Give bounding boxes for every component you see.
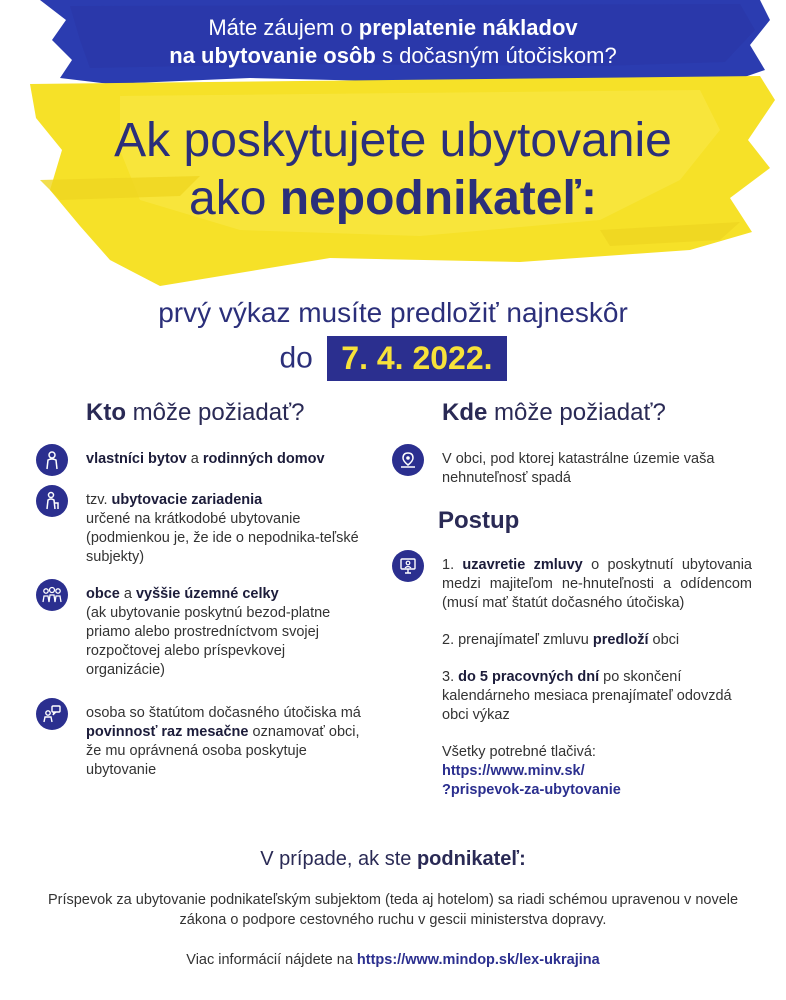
deadline-date-row (0, 336, 786, 381)
who-title: Kto môže požiadať? (86, 399, 305, 426)
top-question: Máte záujem o preplatenie nákladov na ubytovanie osôb s dočasným útočiskom? (169, 15, 617, 68)
forms-link[interactable]: https://www.minv.sk/ ?prispevok-za-ubytovanie (442, 763, 621, 798)
where-to-apply-section (392, 398, 752, 800)
main-headline: Ak poskytujete ubytovanie ako nepodnikateľ: (114, 114, 672, 225)
who-item-refugee-duty: osoba so štatútom dočasného útočiska má povinnosť raz mesačne oznamovať obci, že mu oprávnená osoba poskytuje ubytovanie (36, 704, 366, 780)
entrepreneur-heading: V prípade, ak ste podnikateľ: (260, 848, 526, 870)
who-item-accommodation: tzv. ubytovacie zariadenia určené na krátkodobé ubytovanie (podmienkou je, že ide o nepodnika-teľské subjekty) (36, 491, 366, 567)
step-2: 2. prenajímateľ zmluvu predloží obci (442, 632, 680, 648)
who-item-owners: vlastníci bytov a rodinných domov (36, 450, 366, 469)
location-icon (392, 444, 424, 476)
forms-info: Všetky potrebné tlačivá: https://www.minv.sk/ ?prispevok-za-ubytovanie (442, 744, 621, 798)
who-item-municipalities: obce a vyššie územné celky (ak ubytovanie poskytnú bezod-platne priamo alebo prostredníctvom svojej rozpočtovej alebo príspevkovej organizácie) (36, 585, 366, 680)
steps-title: Postup (438, 507, 520, 534)
who-can-apply-section (36, 398, 366, 780)
deadline-date-badge: 7. 4. 2022. (327, 336, 506, 381)
step-3: 3. do 5 pracovných dní po skončení kalendárneho mesiaca prenajímateľ odovzdá obci výkaz (442, 669, 732, 723)
deadline-text: prvý výkaz musíte predložiť najneskôr (158, 297, 628, 328)
where-municipality-text: V obci, pod ktorej katastrálne územie vaša nehnuteľnosť spadá (392, 450, 752, 488)
step-1: 1. uzavretie zmluvy o poskytnutí ubytovania medzi majiteľom ne-hnuteľnosti a odídencom (musí mať štatút dočasného útočiska) (392, 556, 752, 613)
person-icon (36, 444, 68, 476)
hotel-person-icon (36, 485, 68, 517)
chat-person-icon (36, 698, 68, 730)
group-icon (36, 579, 68, 611)
deadline-do-label: do (279, 341, 313, 375)
more-info-link[interactable]: https://www.mindop.sk/lex-ukrajina (356, 952, 600, 968)
presentation-icon (392, 550, 424, 582)
where-title: Kde môže požiadať? (442, 399, 666, 426)
more-info: Viac informácií nájdete na https://www.mindop.sk/lex-ukrajina (186, 952, 600, 968)
entrepreneur-text: Príspevok za ubytovanie podnikateľským subjektom (teda aj hotelom) sa riadi schémou upravenou v novele zákona o podpore cestovného ruchu v gescii ministerstva dopravy. (47, 892, 739, 928)
